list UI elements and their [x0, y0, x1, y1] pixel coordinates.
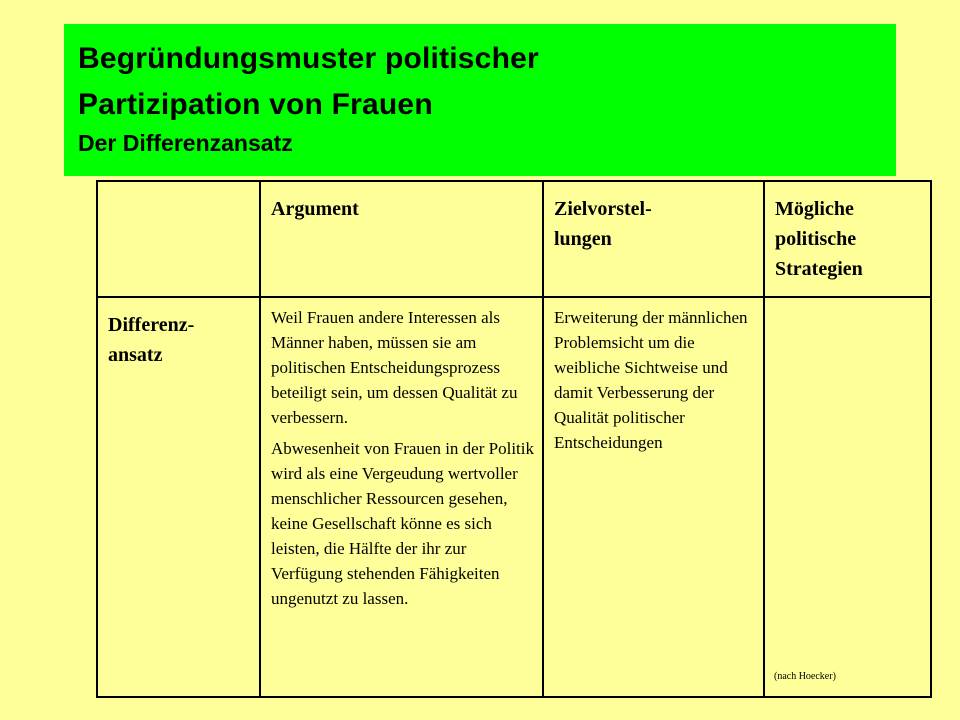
header-empty-cell: [97, 181, 260, 297]
header-strategien-label: Mögliche politische Strategien: [775, 198, 863, 280]
header-argument-label: Argument: [271, 198, 359, 220]
table-row: [97, 297, 931, 697]
table-header-row: [97, 181, 931, 297]
argument-paragraph-1: Weil Frauen andere Interessen als Männer haben, müssen sie am politischen Entscheidungsprozess beteiligt sein, um dessen Qualität zu verbessern.: [271, 308, 518, 427]
header-argument: [260, 181, 543, 297]
header-zielvorstellungen-label: Zielvorstel- lungen: [554, 198, 652, 250]
row-label-cell: [97, 297, 260, 697]
ziel-text: Erweiterung der männlichen Problemsicht um die weibliche Sichtweise und damit Verbesserung der Qualität politischer Entscheidungen: [554, 308, 748, 452]
header-zielvorstellungen: [543, 181, 764, 297]
strategien-cell: [764, 297, 931, 697]
title-line-1: Begründungsmuster politischer: [78, 42, 539, 75]
subtitle: Der Differenzansatz: [78, 130, 293, 156]
argument-cell: [260, 297, 543, 697]
comparison-table: [96, 180, 932, 698]
header-strategien: [764, 181, 931, 297]
source-note: (nach Hoecker): [774, 671, 836, 682]
strategien-text: [765, 298, 930, 305]
ziel-cell: [543, 297, 764, 697]
title-line-2: Partizipation von Frauen: [78, 88, 433, 121]
title-box: [64, 24, 896, 176]
row-label: Differenz- ansatz: [108, 314, 195, 366]
argument-paragraph-2: Abwesenheit von Frauen in der Politik wird als eine Vergeudung wertvoller menschlicher Ressourcen gesehen, keine Gesellschaft könne es sich leisten, die Hälfte der ihr zur Verfügung stehenden Fähigkeiten ungenutzt zu lassen.: [271, 439, 534, 608]
